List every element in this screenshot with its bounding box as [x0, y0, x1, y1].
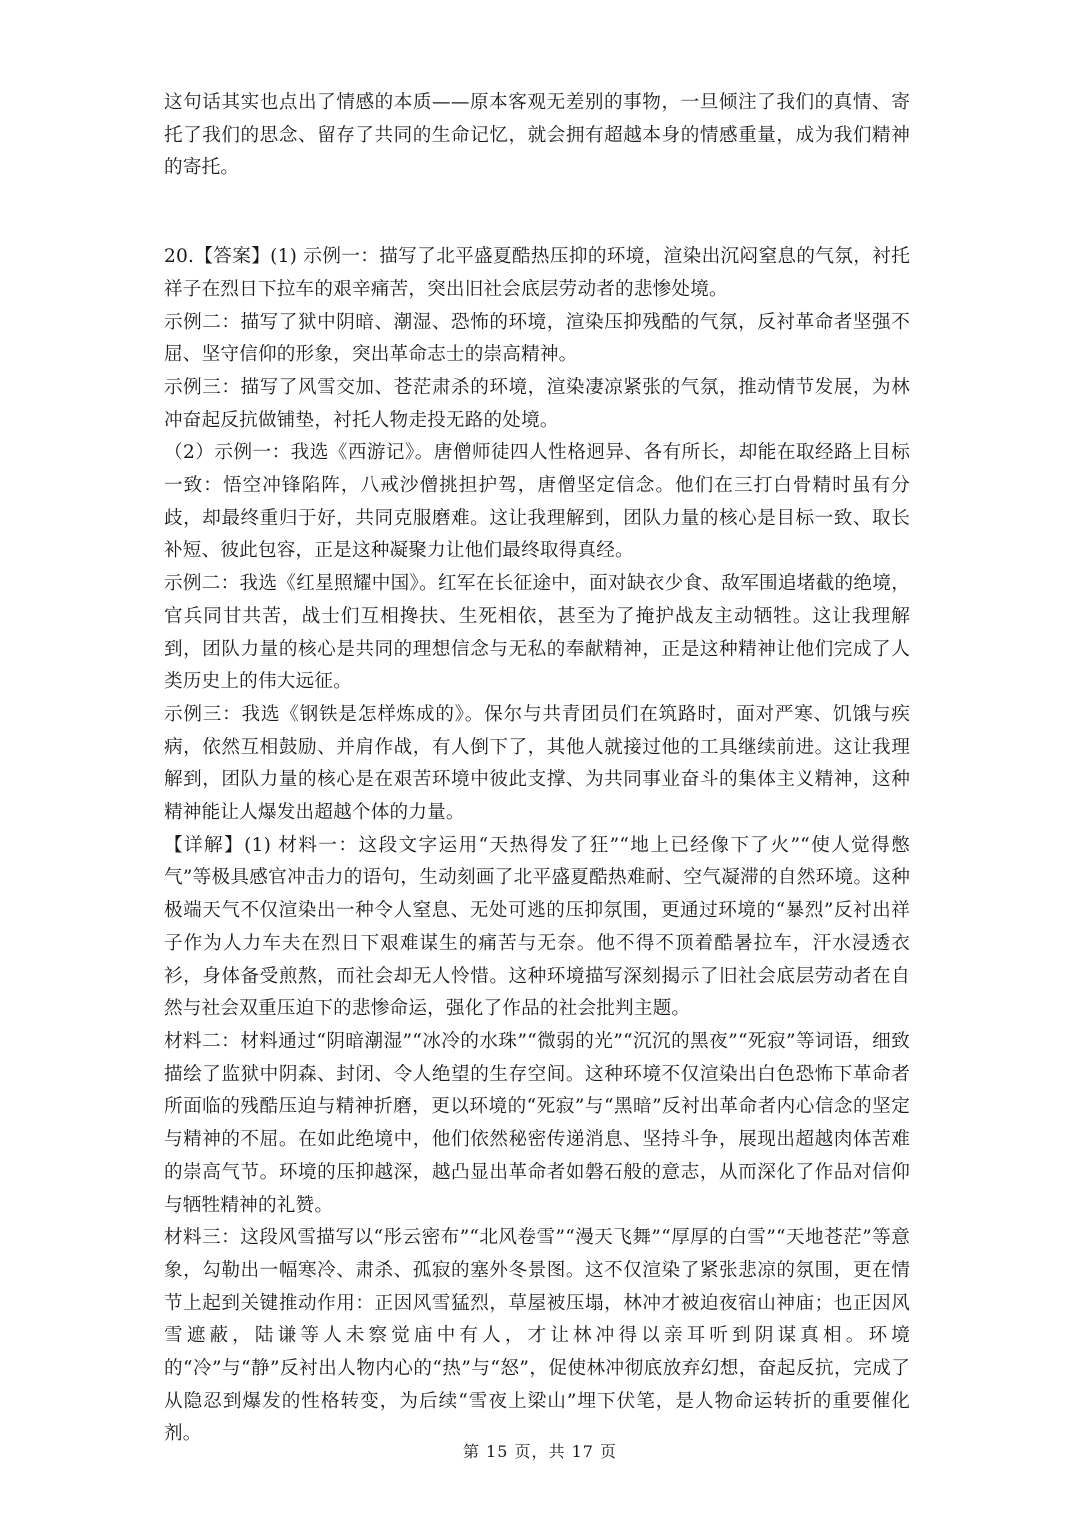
- answer-paragraph-1: 20.【答案】(1) 示例一：描写了北平盛夏酷热压抑的环境，渲染出沉闷窒息的气氛，衬托祥子在烈日下拉车的艰辛痛苦，突出旧社会底层劳动者的悲惨处境。: [164, 246, 910, 300]
- answer-paragraph-3: 示例三：描写了风雪交加、苍茫肃杀的环境，渲染凄凉紧张的气氛，推动情节发展，为林冲奋起反抗做铺垫，衬托人物走投无路的处境。: [164, 376, 910, 431]
- detail-paragraph-3: 材料三：这段风雪描写以“彤云密布”“北风卷雪”“漫天飞舞”“厚厚的白雪”“天地苍茫”等意象，勾勒出一幅寒冷、肃杀、孤寂的塞外冬景图。这不仅渲染了紧张悲凉的氛围，更在情节上起到关键推动作用：正因风雪猛烈，草屋被压塌，林冲才被迫夜宿山神庙；也正因风雪遮蔽，陆谦等人未察觉庙中有人，才让林冲得以亲耳听到阴谋真相。环境的“冷”与“静”反衬出人物内心的“热”与“怒”，促使林冲彻底放弃幻想，奋起反抗，完成了从隐忍到爆发的性格转变，为后续“雪夜上梁山”埋下伏笔，是人物命运转折的重要催化剂。: [164, 1227, 910, 1445]
- answer-paragraph-5: 示例二：我选《红星照耀中国》。红军在长征途中，面对缺衣少食、敌军围追堵截的绝境，官兵同甘共苦，战士们互相搀扶、生死相依，甚至为了掩护战友主动牺牲。这让我理解到，团队力量的核心是共同的理想信念与无私的奉献精神，正是这种精神让他们完成了人类历史上的伟大远征。: [164, 573, 910, 693]
- detail-paragraph-2: 材料二：材料通过“阴暗潮湿”“冰冷的水珠”“微弱的光”“沉沉的黑夜”“死寂”等词语，细致描绘了监狱中阴森、封闭、令人绝望的生存空间。这种环境不仅渲染出白色恐怖下革命者所面临的残酷压迫与精神折磨，更以环境的“死寂”与“黑暗”反衬出革命者内心信念的坚定与精神的不屈。在如此绝境中，他们依然秘密传递消息、坚持斗争，展现出超越肉体苦难的崇高气节。环境的压抑越深，越凸显出革命者如磐石般的意志，从而深化了作品对信仰与牺牲精神的礼赞。: [164, 1030, 910, 1216]
- page-number-footer: 第 15 页，共 17 页: [462, 1442, 618, 1461]
- answer-paragraph-2: 示例二：描写了狱中阴暗、潮湿、恐怖的环境，渲染压抑残酷的气氛，反衬革命者坚强不屈、坚守信仰的形象，突出革命志士的崇高精神。: [164, 311, 910, 366]
- answer-paragraph-6: 示例三：我选《钢铁是怎样炼成的》。保尔与共青团员们在筑路时，面对严寒、饥饿与疾病，依然互相鼓励、并肩作战，有人倒下了，其他人就接过他的工具继续前进。这让我理解到，团队力量的核心是在艰苦环境中彼此支撑、为共同事业奋斗的集体主义精神，这种精神能让人爆发出超越个体的力量。: [164, 703, 910, 824]
- detail-paragraph-1: 【详解】(1) 材料一：这段文字运用“天热得发了狂”“地上已经像下了火”“使人觉得憋气”等极具感官冲击力的语句，生动刻画了北平盛夏酷热难耐、空气凝滞的自然环境。这种极端天气不仅渲染出一种令人窒息、无处可逃的压抑氛围，更通过环境的“暴烈”反衬出祥子作为人力车夫在烈日下艰难谋生的痛苦与无奈。他不得不顶着酷暑拉车，汗水浸透衣衫，身体备受煎熬，而社会却无人怜惜。这种环境描写深刻揭示了旧社会底层劳动者在自然与社会双重压迫下的悲惨命运，强化了作品的社会批判主题。: [164, 834, 910, 1020]
- page-content: [164, 87, 910, 1451]
- intro-paragraph: 这句话其实也点出了情感的本质——原本客观无差别的事物，一旦倾注了我们的真情、寄托了我们的思念、留存了共同的生命记忆，就会拥有超越本身的情感重量，成为我们精神的寄托。: [164, 92, 910, 179]
- answer-paragraph-4: （2）示例一：我选《西游记》。唐僧师徒四人性格迥异、各有所长，却能在取经路上目标一致：悟空冲锋陷阵，八戒沙僧挑担护驾，唐僧坚定信念。他们在三打白骨精时虽有分歧，却最终重归于好，共同克服磨难。这让我理解到，团队力量的核心是目标一致、取长补短、彼此包容，正是这种凝聚力让他们最终取得真经。: [164, 442, 910, 562]
